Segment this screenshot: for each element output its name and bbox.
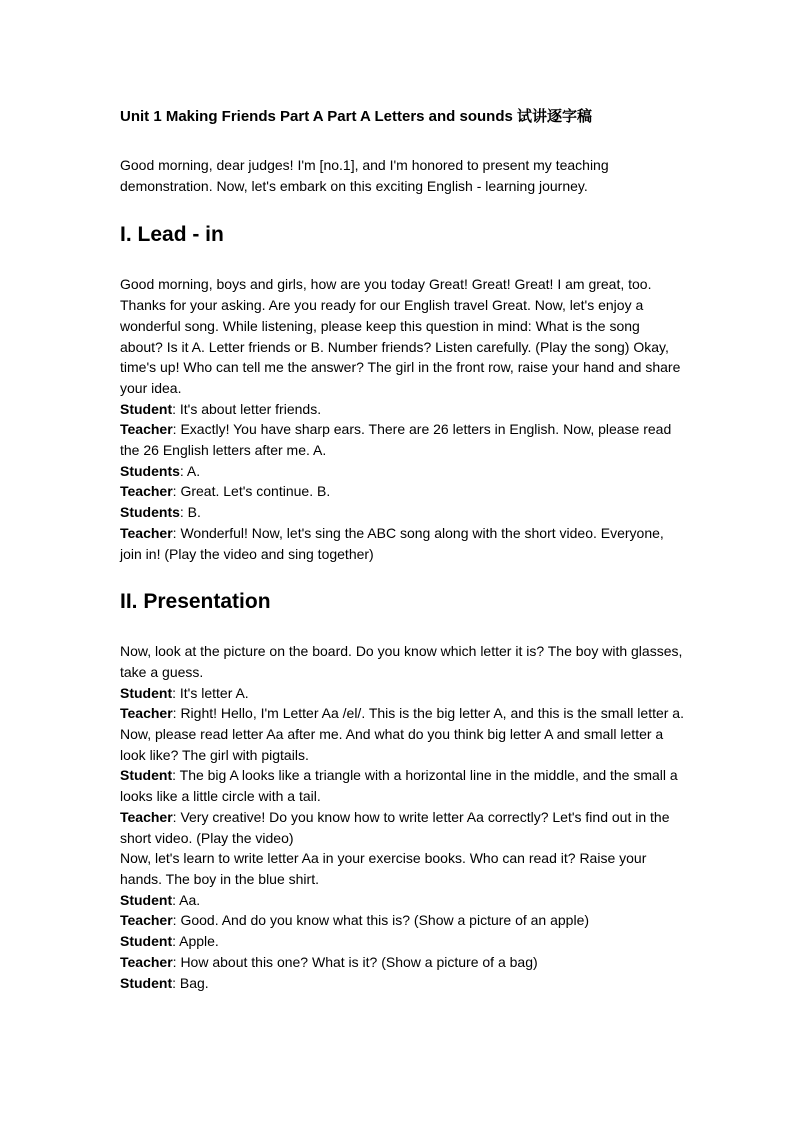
speaker-label: Teacher (120, 912, 173, 929)
dialogue-text: : A. (179, 462, 201, 479)
dialogue-text: : Apple. (172, 933, 219, 950)
dialogue-text: : Very creative! Do you know how to write letter Aa correctly? Let's find out in the short video. (Play the video) (120, 808, 670, 846)
dialogue-line (120, 807, 685, 848)
speaker-label: Student (120, 974, 173, 991)
dialogue-text: : Good. And do you know what this is? (Show a picture of an apple) (172, 912, 590, 929)
dialogue-line (120, 481, 685, 502)
dialogue-line (120, 931, 685, 952)
dialogue-line (120, 973, 685, 994)
dialogue-line (120, 890, 685, 911)
dialogue-text: : Wonderful! Now, let's sing the ABC song along with the short video. Everyone, join in! (Play the video and sing together) (120, 524, 664, 562)
dialogue-text: : It's about letter friends. (172, 400, 322, 417)
dialogue-line (120, 683, 685, 704)
speaker-label: Student (120, 767, 173, 784)
paragraph-text: Good morning, boys and girls, how are you today Great! Great! Great! I am great, too. Thanks for your asking. Are you ready for our English travel Great. Now, let's enjoy a wonderful song. While listening, please keep this question in mind: What is the song about? Is it A. Letter friends or B. Number friends? Listen carefully. (Play the song) Okay, time's up! Who can tell me the answer? The girl in the front row, raise your hand and share your idea. (120, 276, 681, 396)
document-page (120, 104, 685, 1016)
speaker-label: Teacher (120, 524, 173, 541)
speaker-label: Student (120, 684, 173, 701)
speaker-label: Student (120, 933, 173, 950)
section-heading: II. Presentation (120, 590, 271, 614)
speaker-label: Students (120, 462, 180, 479)
paragraph (120, 848, 685, 889)
dialogue-line (120, 419, 685, 460)
speaker-label: Teacher (120, 483, 173, 500)
paragraph-text: Now, let's learn to write letter Aa in your exercise books. Who can read it? Raise your hands. The boy in the blue shirt. (120, 850, 647, 887)
dialogue-text: : Right! Hello, I'm Letter Aa /el/. This is the big letter A, and this is the small letter a. Now, please read letter Aa after me. And what do you think big letter A and small letter a look like? The girl with pigtails. (120, 705, 684, 763)
speaker-label: Teacher (120, 953, 173, 970)
dialogue-line (120, 461, 685, 482)
speaker-label: Teacher (120, 808, 173, 825)
dialogue-text: : How about this one? What is it? (Show a picture of a bag) (172, 953, 538, 970)
dialogue-line (120, 910, 685, 931)
dialogue-text: : B. (179, 504, 201, 521)
section-lead-in (120, 220, 685, 564)
section-presentation (120, 587, 685, 993)
intro-paragraph: Good morning, dear judges! I'm [no.1], and I'm honored to present my teaching demonstration. Now, let's embark on this exciting English - learning journey. (120, 157, 609, 194)
speaker-label: Teacher (120, 421, 173, 438)
dialogue-line (120, 523, 685, 564)
dialogue-text: : The big A looks like a triangle with a horizontal line in the middle, and the small a looks like a little circle with a tail. (120, 767, 678, 805)
dialogue-text: : Bag. (172, 974, 209, 991)
dialogue-text: : Exactly! You have sharp ears. There are 26 letters in English. Now, please read the 26 English letters after me. A. (120, 421, 672, 459)
dialogue-text: : Great. Let's continue. B. (172, 483, 331, 500)
document-title: Unit 1 Making Friends Part A Part A Letters and sounds 试讲逐字稿 (120, 108, 593, 125)
dialogue-line (120, 952, 685, 973)
speaker-label: Students (120, 504, 180, 521)
dialogue-text: : It's letter A. (172, 684, 249, 701)
section-heading: I. Lead - in (120, 223, 224, 247)
dialogue-line (120, 399, 685, 420)
paragraph-text: Now, look at the picture on the board. Do you know which letter it is? The boy with glasses, take a guess. (120, 643, 683, 680)
speaker-label: Student (120, 891, 173, 908)
paragraph (120, 274, 685, 398)
speaker-label: Teacher (120, 705, 173, 722)
speaker-label: Student (120, 400, 173, 417)
dialogue-line (120, 703, 685, 765)
paragraph (120, 641, 685, 682)
dialogue-line (120, 502, 685, 523)
dialogue-line (120, 765, 685, 806)
dialogue-text: : Aa. (172, 891, 201, 908)
